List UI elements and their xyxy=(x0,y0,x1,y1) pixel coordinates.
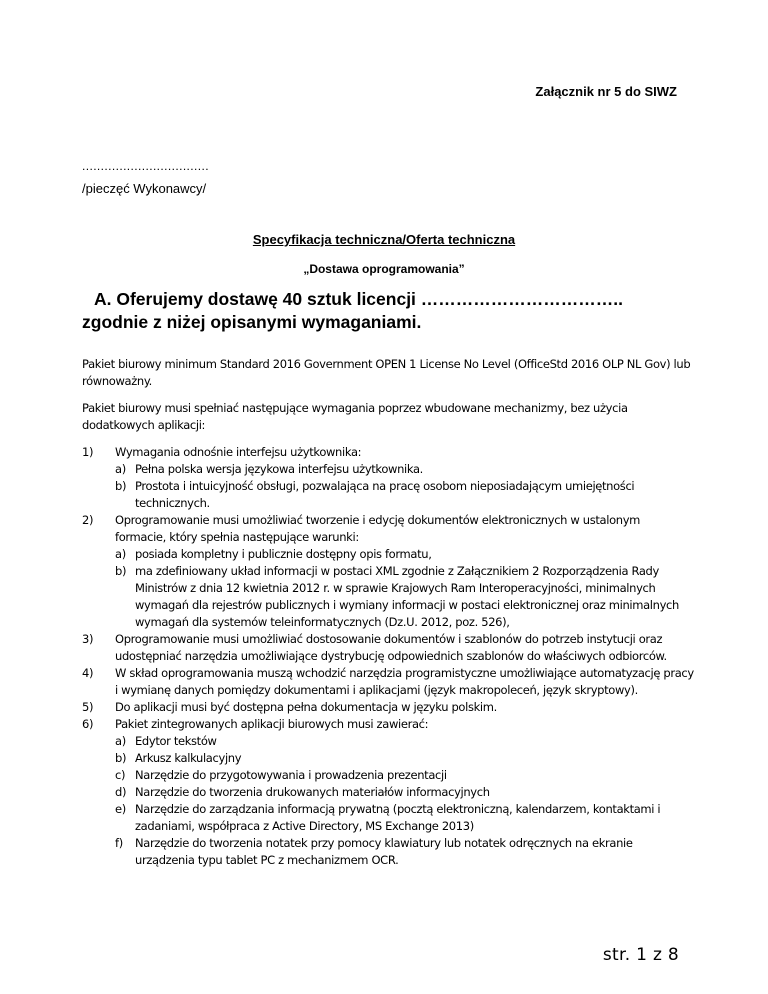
sub-requirement-letter: a) xyxy=(115,734,126,748)
sub-requirements-list xyxy=(115,733,694,869)
requirement-number: 1) xyxy=(82,445,94,459)
sub-requirement-text: Arkusz kalkulacyjny xyxy=(135,751,242,765)
offer-heading-line-2: zgodnie z niżej opisanymi wymaganiami. xyxy=(82,312,422,332)
sub-requirement-text: posiada kompletny i publicznie dostępny opis formatu, xyxy=(135,547,432,561)
sub-requirement-text: ma zdefiniowany układ informacji w postaci XML zgodnie z Załącznikiem 2 Rozporządzenia Rady Ministrów z dnia 12 kwietnia 2012 r. w sprawie Krajowych Ram Interoperacyjności, minimalnych wymagań dla rejestrów publicznych i wymiany informacji w postaci elektronicznej oraz minimalnych wymagań dla systemów teleinformatycznych (Dz.U. 2012, poz. 526), xyxy=(135,564,679,629)
sub-requirement-item xyxy=(115,478,694,512)
sub-requirement-item xyxy=(115,563,694,631)
requirement-number: 6) xyxy=(82,717,94,731)
signature-dots: .................................. xyxy=(82,159,209,173)
sub-requirement-item xyxy=(115,733,694,750)
sub-requirement-item xyxy=(115,461,694,478)
requirement-text: W skład oprogramowania muszą wchodzić narzędzia programistyczne umożliwiające automatyzację pracy i wymianę danych pomiędzy dokumentami i aplikacjami (język makropoleceń, język skryptowy). xyxy=(115,666,694,697)
sub-requirement-item xyxy=(115,546,694,563)
contractor-stamp-label: /pieczęć Wykonawcy/ xyxy=(82,181,207,196)
sub-requirement-letter: d) xyxy=(115,785,127,799)
document-body xyxy=(82,356,694,869)
sub-requirement-letter: b) xyxy=(115,564,127,578)
sub-requirement-item xyxy=(115,801,694,835)
requirement-number: 4) xyxy=(82,666,94,680)
sub-requirement-item xyxy=(115,784,694,801)
sub-requirement-letter: a) xyxy=(115,462,126,476)
requirement-text: Do aplikacji musi być dostępna pełna dokumentacja w języku polskim. xyxy=(115,700,497,714)
sub-requirements-list xyxy=(115,546,694,631)
requirement-text: Oprogramowanie musi umożliwiać dostosowanie dokumentów i szablonów do potrzeb instytucji oraz udostępniać narzędzia umożliwiające dystrybucję odpowiednich szablonów do właściwych odbiorców. xyxy=(115,632,667,663)
sub-requirement-text: Narzędzie do tworzenia drukowanych materiałów informacyjnych xyxy=(135,785,490,799)
requirement-number: 3) xyxy=(82,632,94,646)
sub-requirement-letter: a) xyxy=(115,547,126,561)
sub-requirement-text: Narzędzie do tworzenia notatek przy pomocy klawiatury lub notatek odręcznych na ekranie urządzenia typu tablet PC z mechanizmem OCR. xyxy=(135,836,633,867)
sub-requirement-item xyxy=(115,767,694,784)
sub-requirement-letter: c) xyxy=(115,768,126,782)
requirements-intro-paragraph: Pakiet biurowy musi spełniać następujące wymagania poprzez wbudowane mechanizmy, bez użycia dodatkowych aplikacji: xyxy=(82,401,628,432)
sub-requirement-item xyxy=(115,750,694,767)
requirement-text: Oprogramowanie musi umożliwiać tworzenie i edycję dokumentów elektronicznych w ustalonym formacie, który spełnia następujące warunki: xyxy=(115,513,640,544)
sub-requirement-letter: b) xyxy=(115,751,127,765)
page-number: str. 1 z 8 xyxy=(602,945,679,965)
requirement-text: Pakiet zintegrowanych aplikacji biurowych musi zawierać: xyxy=(115,717,429,731)
offer-heading xyxy=(82,288,692,334)
requirement-item xyxy=(82,631,694,665)
document-title: Specyfikacja techniczna/Oferta techniczna xyxy=(252,232,516,247)
sub-requirement-text: Edytor tekstów xyxy=(135,734,217,748)
requirement-item xyxy=(82,444,694,512)
requirement-item xyxy=(82,699,694,716)
sub-requirements-list xyxy=(115,461,694,512)
sub-requirement-letter: f) xyxy=(115,836,123,850)
document-subtitle: „Dostawa oprogramowania” xyxy=(303,262,465,276)
sub-requirement-text: Prostota i intuicyjność obsługi, pozwalająca na pracę osobom nieposiadającym umiejętności technicznych. xyxy=(135,479,635,510)
requirement-item xyxy=(82,716,694,869)
offer-heading-line-1: A. Oferujemy dostawę 40 sztuk licencji …………………………….. xyxy=(94,289,624,309)
requirement-number: 2) xyxy=(82,513,94,527)
sub-requirement-letter: e) xyxy=(115,802,126,816)
sub-requirement-text: Pełna polska wersja językowa interfejsu użytkownika. xyxy=(135,462,423,476)
requirement-number: 5) xyxy=(82,700,94,714)
annex-label: Załącznik nr 5 do SIWZ xyxy=(535,84,677,99)
sub-requirement-text: Narzędzie do zarządzania informacją prywatną (pocztą elektroniczną, kalendarzem, kontaktami i zadaniami, współpraca z Active Directory, MS Exchange 2013) xyxy=(135,802,661,833)
requirements-list xyxy=(82,444,694,869)
requirement-item xyxy=(82,512,694,631)
intro-paragraph: Pakiet biurowy minimum Standard 2016 Government OPEN 1 License No Level (OfficeStd 2016 OLP NL Gov) lub równoważny. xyxy=(82,357,691,388)
sub-requirement-text: Narzędzie do przygotowywania i prowadzenia prezentacji xyxy=(135,768,447,782)
requirement-item xyxy=(82,665,694,699)
sub-requirement-letter: b) xyxy=(115,479,127,493)
requirement-text: Wymagania odnośnie interfejsu użytkownika: xyxy=(115,445,362,459)
sub-requirement-item xyxy=(115,835,694,869)
